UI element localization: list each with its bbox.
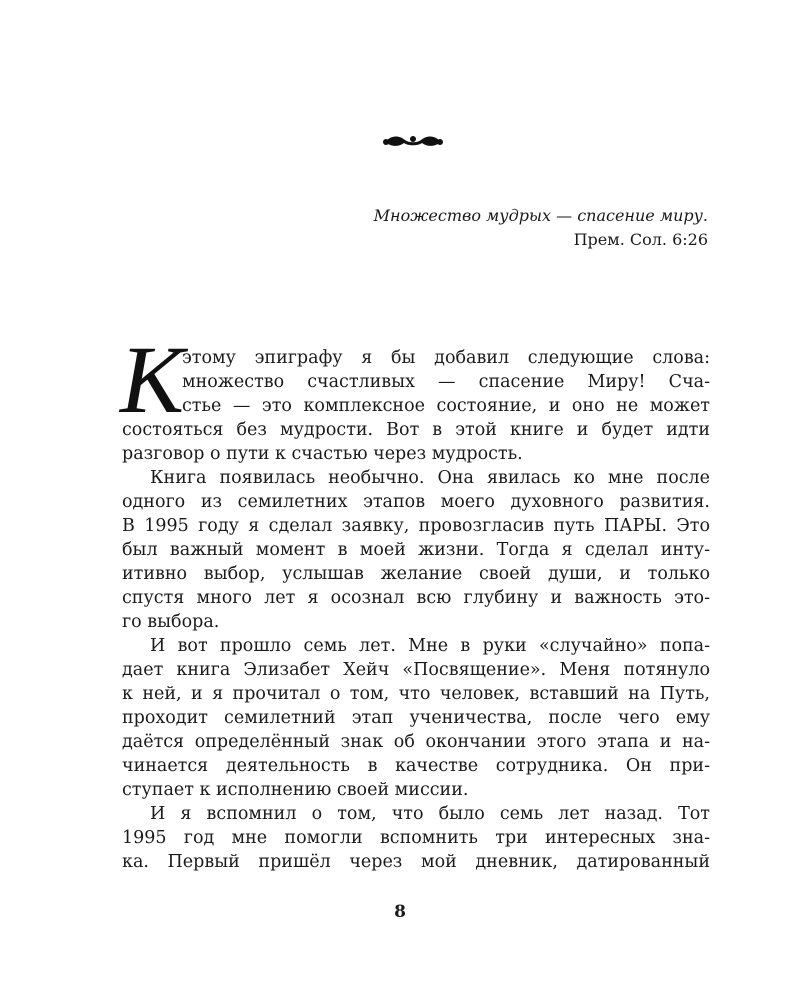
- text-line: этому эпиграфу я бы добавил следующие слова:: [182, 348, 710, 368]
- body-text: [120, 326, 710, 874]
- text-line: итивно выбор, услышав желание своей души, и только: [122, 564, 710, 584]
- text-line: В 1995 году я сделал заявку, провозгласив путь ПАРЫ. Это: [122, 516, 710, 536]
- epigraph-quote: Множество мудрых — спасение миру.: [373, 206, 708, 225]
- text-line: стье — это комплексное состояние, и оно не может: [182, 396, 710, 416]
- text-line: го выбора.: [122, 612, 220, 632]
- text-line: И вот прошло семь лет. Мне в руки «случайно» попа-: [150, 636, 710, 656]
- text-line: дает книга Элизабет Хейч «Посвящение». Меня потянуло: [122, 660, 710, 680]
- text-line: спустя много лет я осознал всю глубину и важность это-: [122, 588, 710, 608]
- text-line: был важный момент в моей жизни. Тогда я сделал инту-: [122, 540, 710, 560]
- text-line: к ней, и я прочитал о том, что человек, вставший на Путь,: [122, 684, 710, 704]
- text-line: разговор о пути к счастью через мудрость.: [122, 444, 523, 464]
- text-line: состояться без мудрости. Вот в этой книге и будет идти: [122, 420, 710, 440]
- text-line: одного из семилетних этапов моего духовного развития.: [122, 492, 710, 512]
- text-line: И я вспомнил о том, что было семь лет назад. Тот: [150, 804, 710, 824]
- text-line: чинается деятельность в качестве сотрудника. Он при-: [122, 756, 710, 776]
- text-line: даётся определённый знак об окончании этого этапа и на-: [122, 732, 710, 752]
- page-number: 8: [394, 902, 406, 922]
- text-line: 1995 год мне помогли вспомнить три интересных зна-: [122, 828, 710, 848]
- drop-cap: К: [120, 326, 184, 433]
- text-line: проходит семилетний этап ученичества, после чего ему: [122, 708, 710, 728]
- text-line: множество счастливых — спасение Миру! Сча-: [182, 372, 710, 392]
- epigraph-source: Прем. Сол. 6:26: [573, 230, 708, 249]
- text-line: ка. Первый пришёл через мой дневник, датированный: [122, 852, 710, 872]
- epigraph: [300, 204, 708, 252]
- fleuron-ornament-icon: [381, 132, 445, 152]
- text-line: ступает к исполнению своей миссии.: [122, 780, 469, 800]
- text-line: Книга появилась необычно. Она явилась ко мне после: [150, 468, 710, 488]
